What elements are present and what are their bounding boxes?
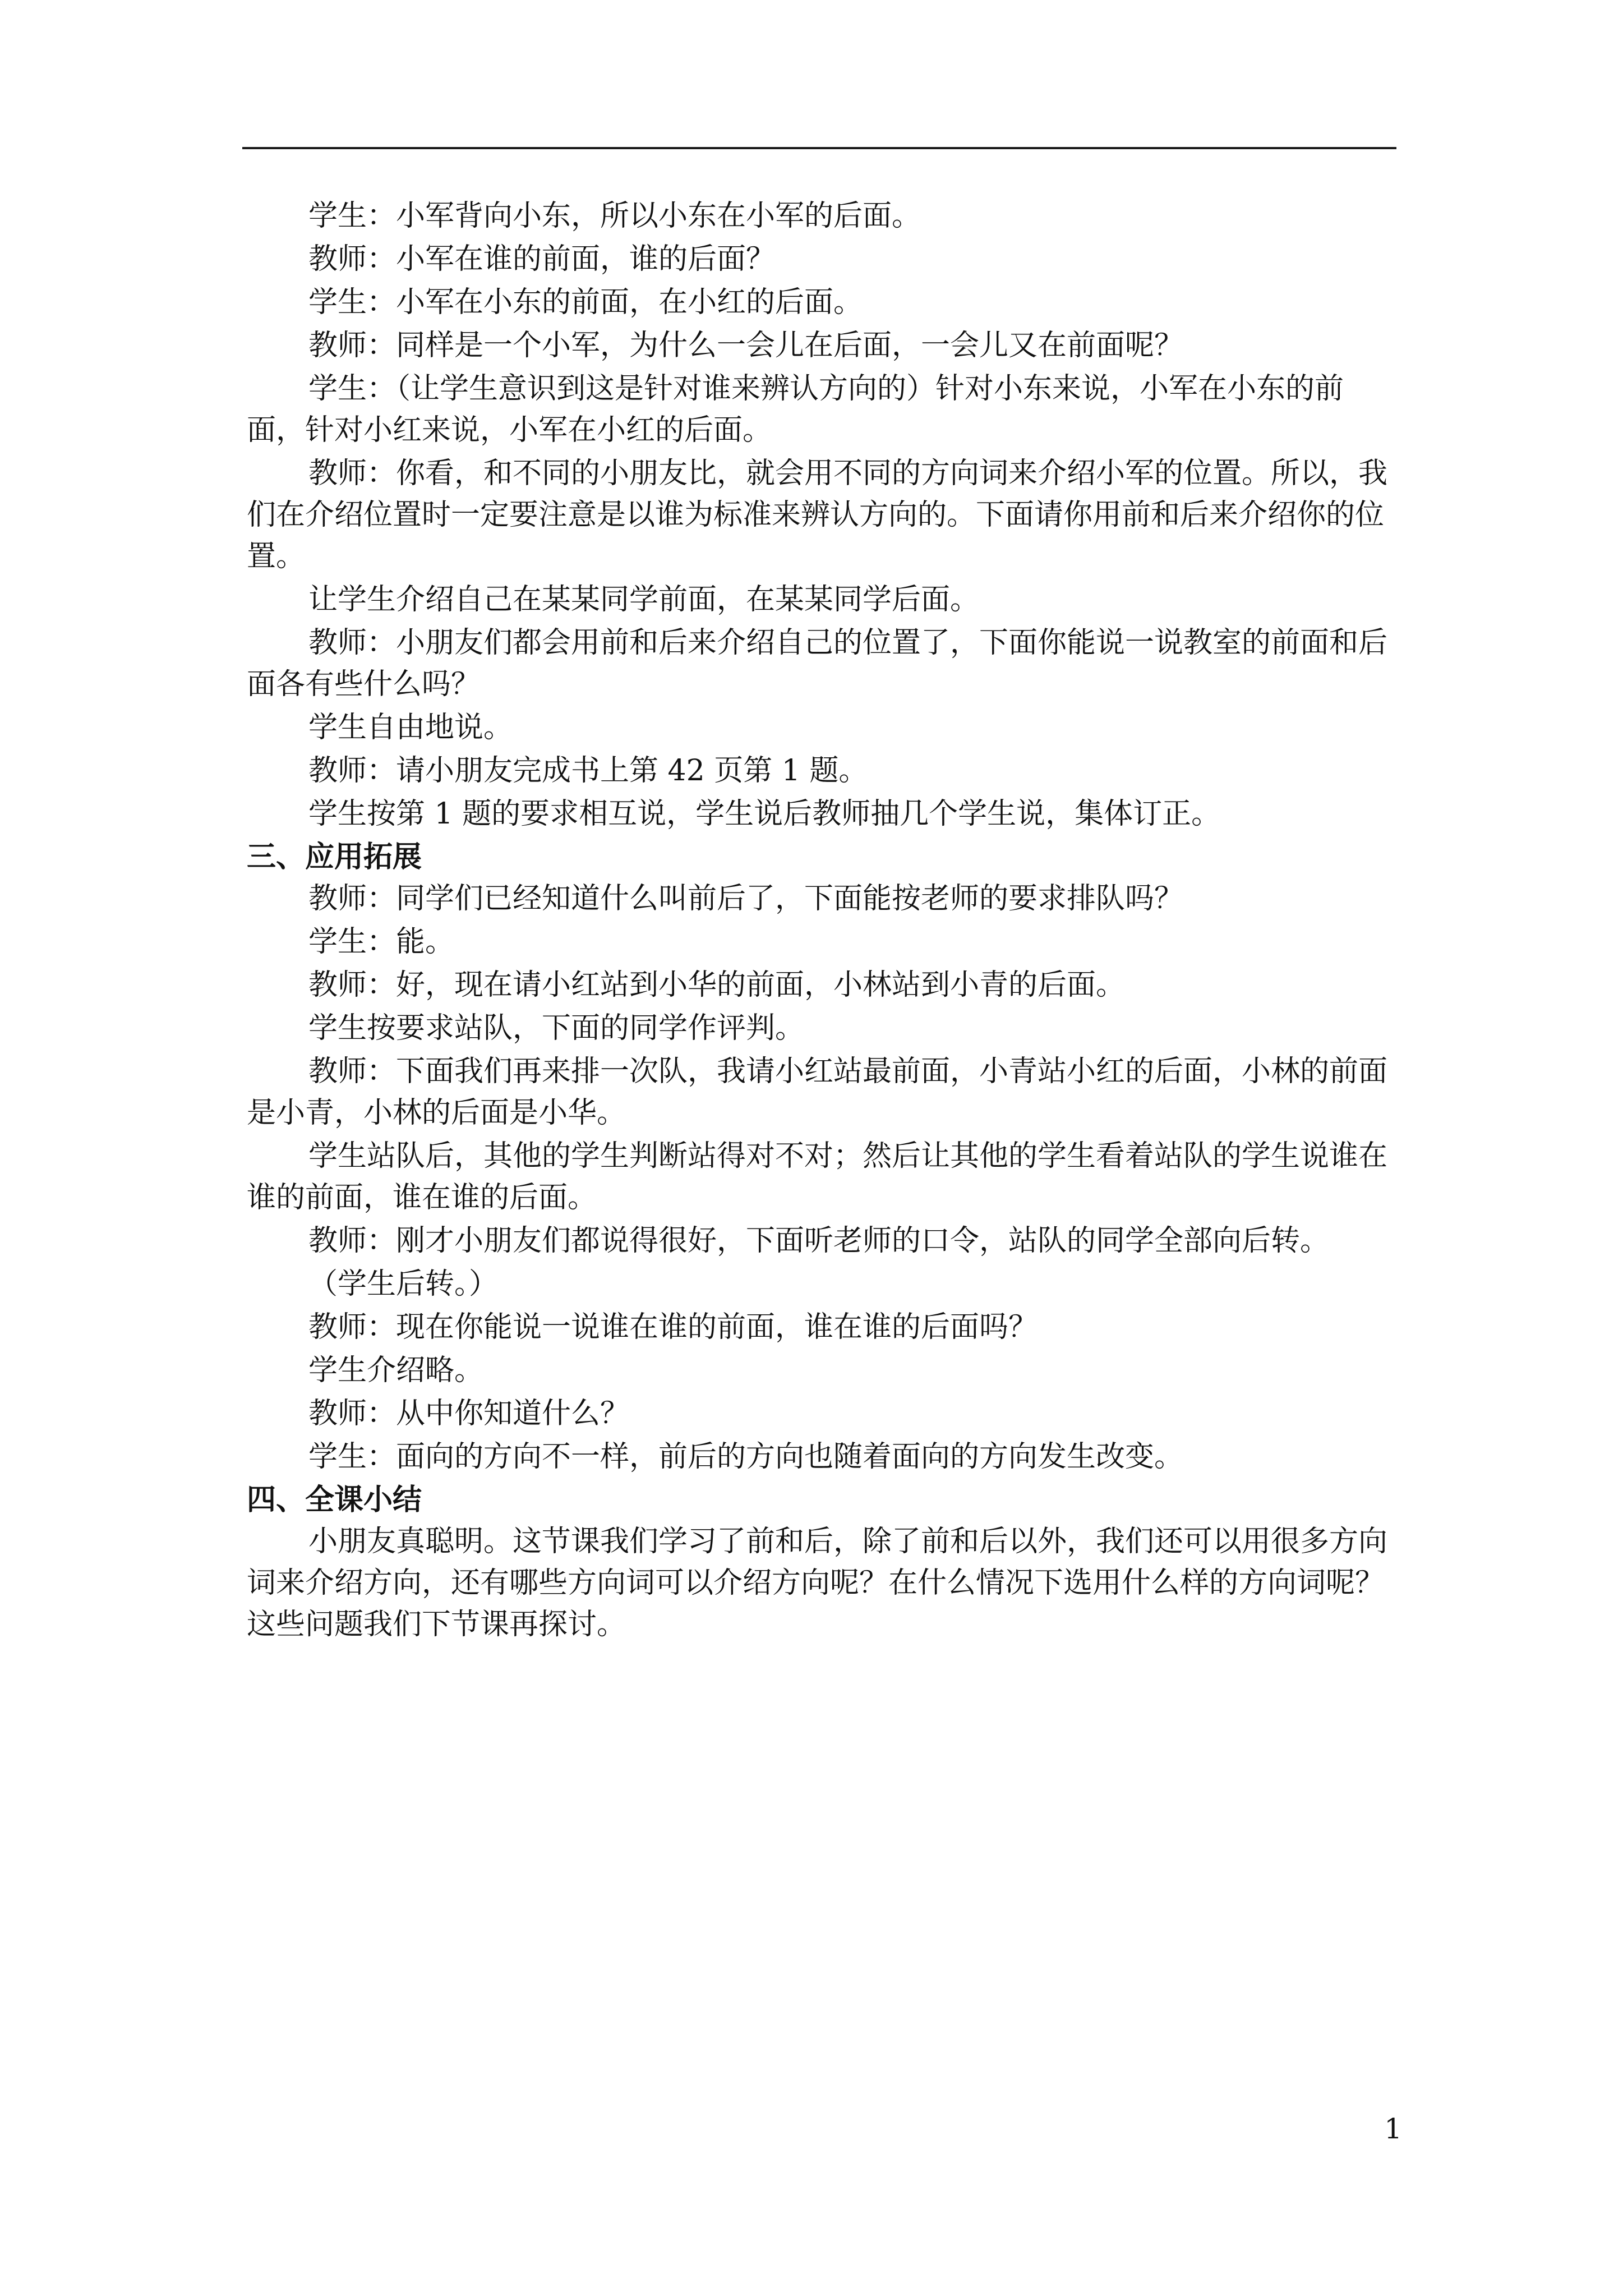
paragraph: （学生后转。） [308, 1267, 499, 1301]
paragraph: 教师：下面我们再来排一次队，我请小红站最前面，小青站小红的后面，小林的前面是小青，小林的后面是小华。 [247, 1055, 1388, 1130]
paragraph: 教师：请小朋友完成书上第 42 页第 1 题。 [308, 754, 868, 788]
paragraph: 教师：同样是一个小军，为什么一会儿在后面，一会儿又在前面呢？ [308, 329, 1184, 362]
paragraph: 小朋友真聪明。这节课我们学习了前和后，除了前和后以外，我们还可以用很多方向词来介绍方向，还有哪些方向词可以介绍方向呢？在什么情况下选用什么样的方向词呢？这些问题我们下节课再探讨。 [247, 1525, 1388, 1641]
paragraph: 学生自由地说。 [308, 711, 513, 744]
paragraph: 教师：从中你知道什么？ [308, 1397, 630, 1430]
section-heading: 四、全课小结 [247, 1483, 422, 1517]
paragraph: 学生：能。 [308, 925, 455, 959]
paragraph: 学生：（让学生意识到这是针对谁来辨认方向的）针对小东来说，小军在小东的前面，针对小红来说，小军在小红的后面。 [247, 372, 1344, 447]
paragraph: 学生：小军在小东的前面，在小红的后面。 [308, 286, 863, 319]
paragraph: 教师：刚才小朋友们都说得很好，下面听老师的口令，站队的同学全部向后转。 [308, 1224, 1330, 1258]
paragraph: 教师：好，现在请小红站到小华的前面，小林站到小青的后面。 [308, 968, 1126, 1002]
paragraph: 教师：小朋友们都会用前和后来介绍自己的位置了，下面你能说一说教室的前面和后面各有些什么吗？ [247, 626, 1388, 701]
document-body [247, 195, 1394, 1645]
paragraph: 学生站队后，其他的学生判断站得对不对；然后让其他的学生看着站队的学生说谁在谁的前面，谁在谁的后面。 [247, 1139, 1388, 1214]
paragraph: 教师：现在你能说一说谁在谁的前面，谁在谁的后面吗？ [308, 1310, 1038, 1344]
paragraph: 教师：你看，和不同的小朋友比，就会用不同的方向词来介绍小军的位置。所以，我们在介绍位置时一定要注意是以谁为标准来辨认方向的。下面请你用前和后来介绍你的位置。 [247, 457, 1388, 573]
paragraph: 教师：同学们已经知道什么叫前后了，下面能按老师的要求排队吗？ [308, 882, 1184, 915]
header-rule [242, 147, 1396, 149]
paragraph: 学生介绍略。 [308, 1354, 484, 1387]
paragraph: 教师：小军在谁的前面，谁的后面？ [308, 242, 776, 276]
section-heading: 三、应用拓展 [247, 840, 422, 874]
paragraph: 学生按第 1 题的要求相互说，学生说后教师抽几个学生说，集体订正。 [308, 797, 1221, 831]
paragraph: 学生按要求站队，下面的同学作评判。 [308, 1011, 805, 1045]
paragraph: 学生：小军背向小东，所以小东在小军的后面。 [308, 199, 921, 233]
paragraph: 学生：面向的方向不一样，前后的方向也随着面向的方向发生改变。 [308, 1440, 1184, 1474]
page-number: 1 [1384, 2113, 1402, 2145]
paragraph: 让学生介绍自己在某某同学前面，在某某同学后面。 [308, 583, 980, 616]
